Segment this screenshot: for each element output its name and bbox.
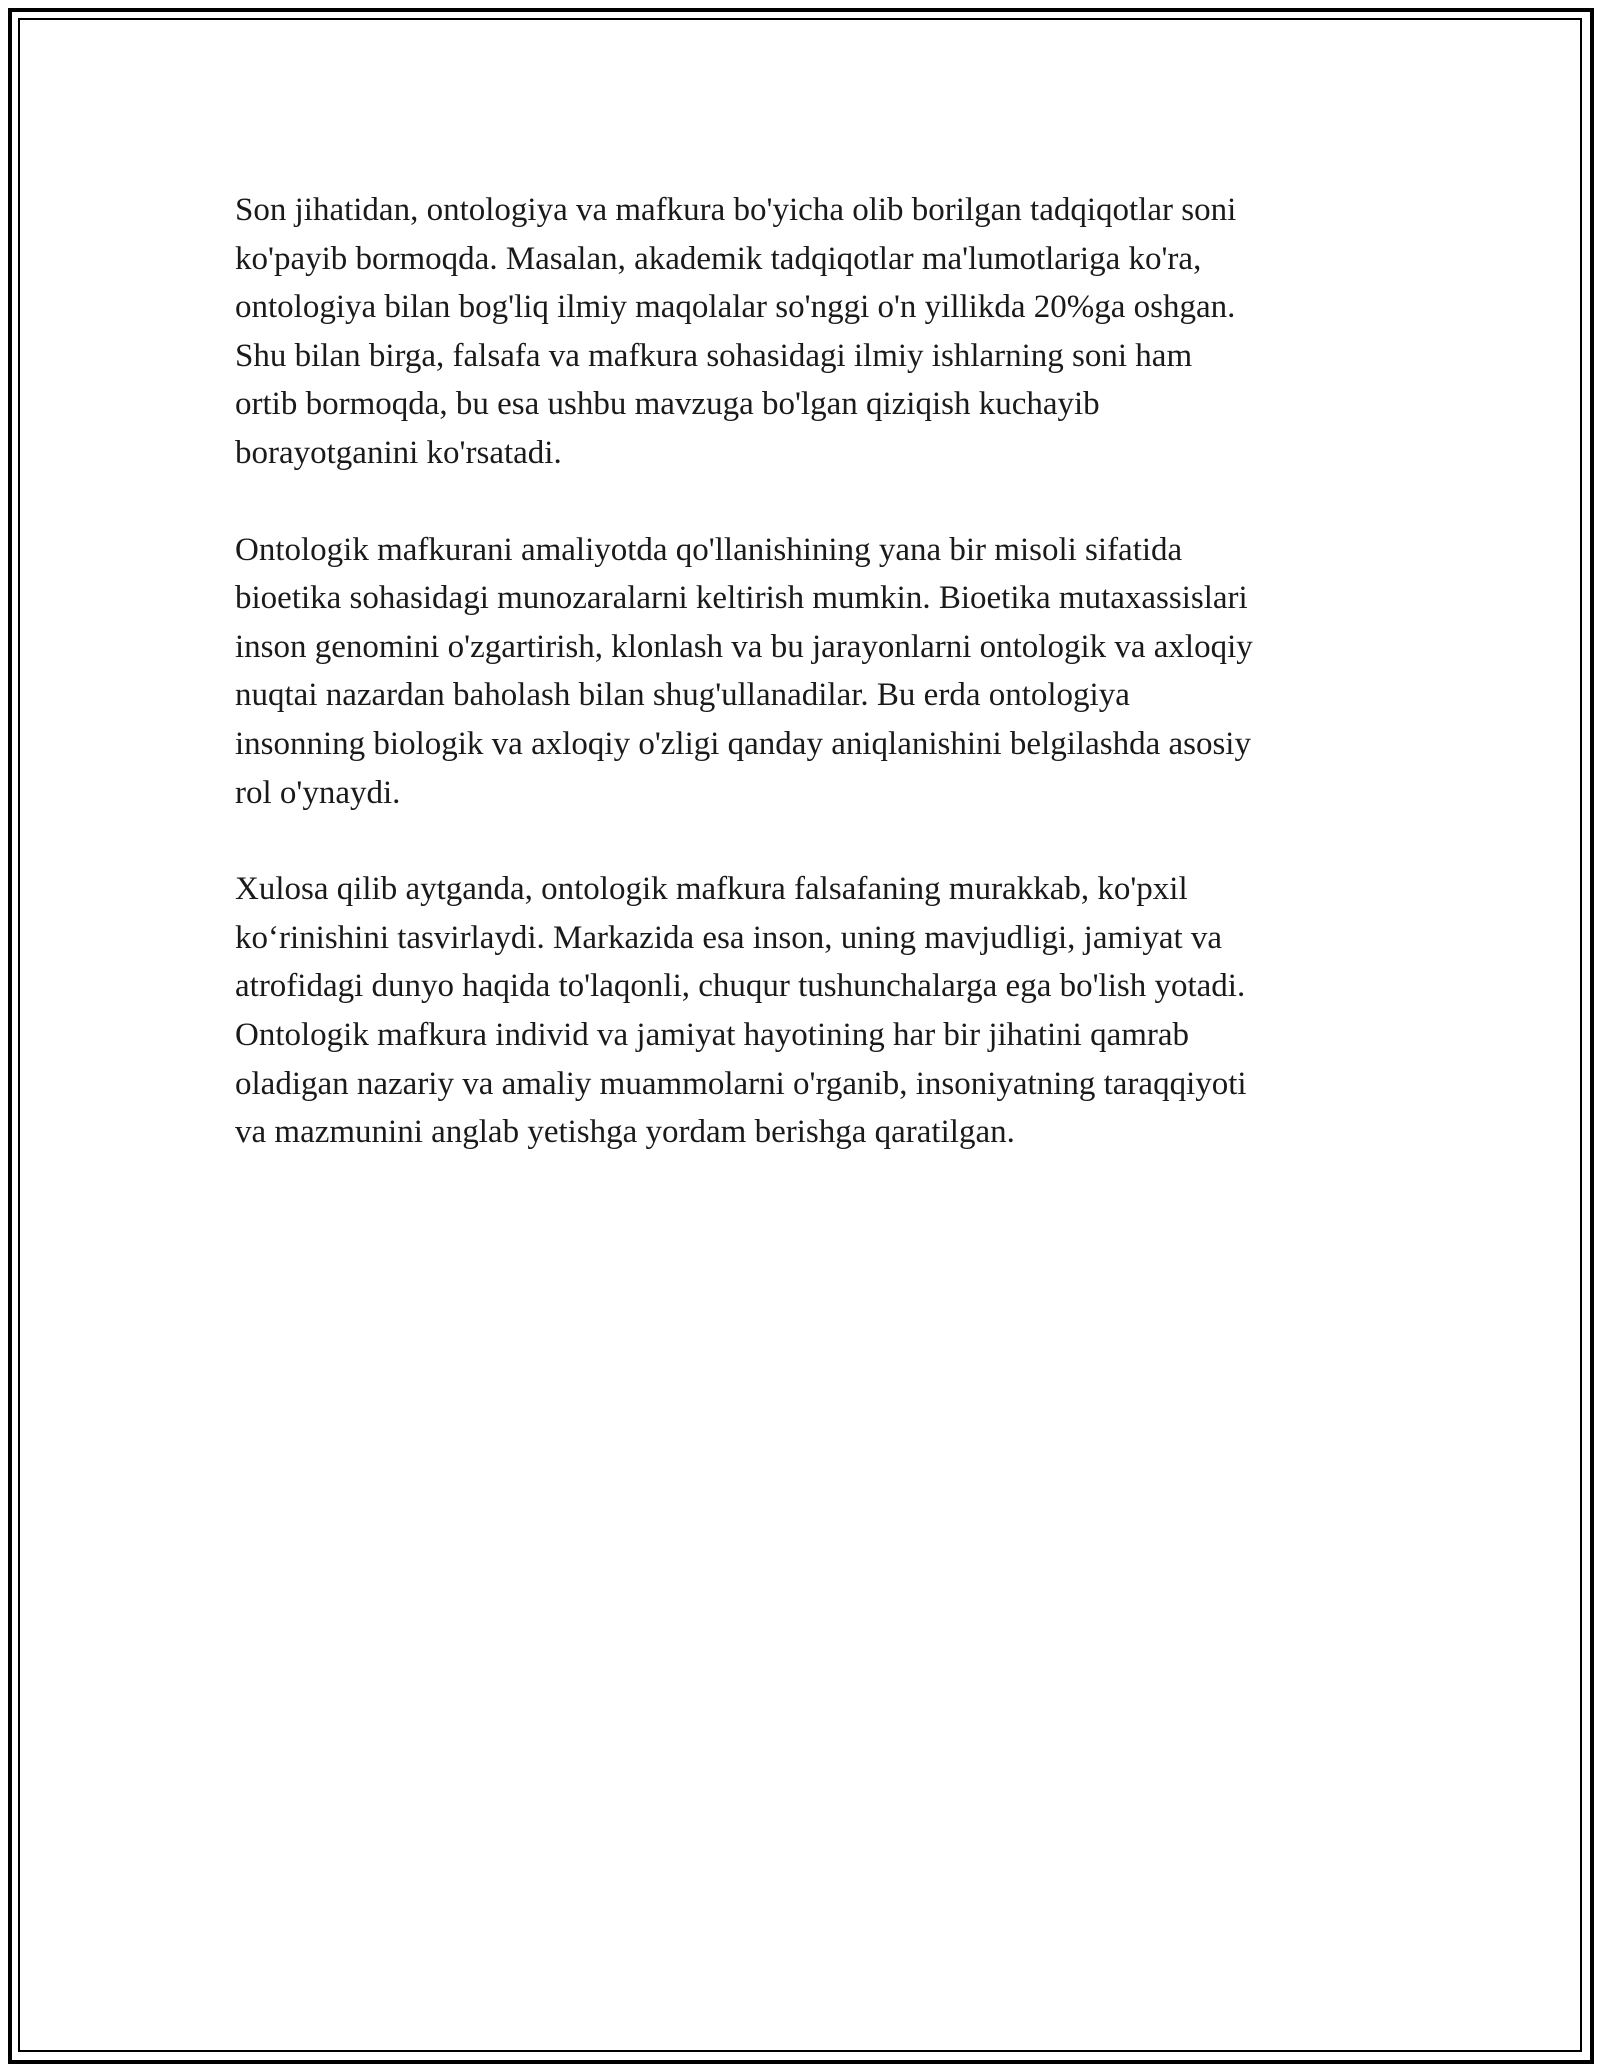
document-body [235,186,1385,1205]
paragraph-conclusion: Xulosa qilib aytganda, ontologik mafkura falsafaning murakkab, ko'pxil ko‘rinishini tasvirlaydi. Markazida esa inson, uning mavjudligi, jamiyat va atrofidagi dunyo haqida to'laqonli, chuqur tushunchalarga ega bo'lish yotadi. Ontologik mafkura individ va jamiyat hayotining har bir jihatini qamrab oladigan nazariy va amaliy muammolarni o'rganib, insoniyatning taraqqiyoti va mazmunini anglab yetishga yordam berishga qaratilgan. [235,871,1247,1151]
paragraph-statistics: Son jihatidan, ontologiya va mafkura bo'yicha olib borilgan tadqiqotlar soni ko'payib bormoqda. Masalan, akademik tadqiqotlar ma'lumotlariga ko'ra, ontologiya bilan bog'liq ilmiy maqolalar so'nggi o'n yillikda 20%ga oshgan. Shu bilan birga, falsafa va mafkura sohasidagi ilmiy ishlarning soni ham ortib bormoqda, bu esa ushbu mavzuga bo'lgan qiziqish kuchayib borayotganini ko'rsatadi. [235,192,1237,471]
paragraph-bioethics: Ontologik mafkurani amaliyotda qo'llanishining yana bir misoli sifatida bioetika sohasidagi munozaralarni keltirish mumkin. Bioetika mutaxassislari inson genomini o'zgartirish, klonlash va bu jarayonlarni ontologik va axloqiy nuqtai nazardan baholash bilan shug'ullanadilar. Bu erda ontologiya insonning biologik va axloqiy o'zligi qanday aniqlanishini belgilashda asosiy rol o'ynaydi. [235,531,1253,811]
